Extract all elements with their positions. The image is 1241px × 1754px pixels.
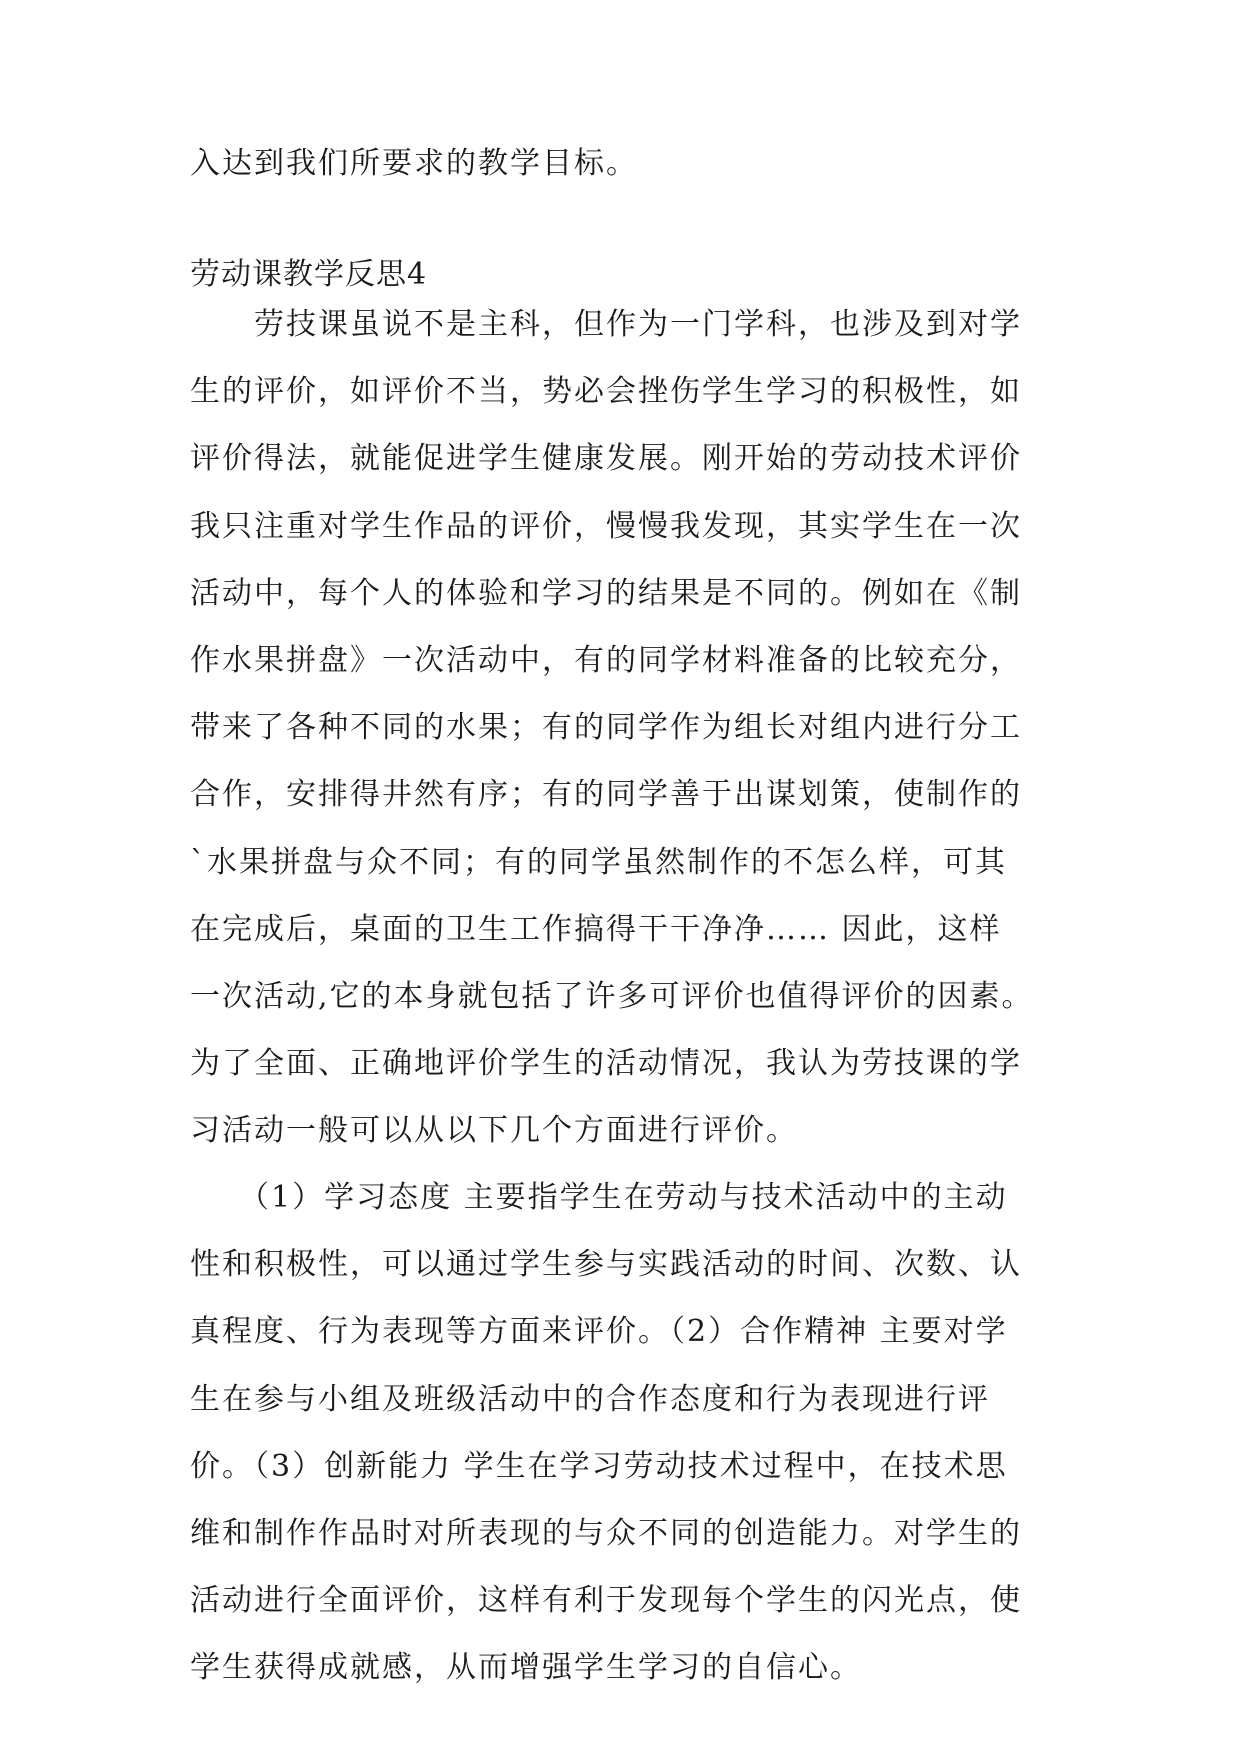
section-title: 劳动课教学反思4 [190,257,428,292]
paragraph-line: 评价得法，就能促进学生健康发展。刚开始的劳动技术评价 [190,441,1022,477]
paragraph-line: 生的评价，如评价不当，势必会挫伤学生学习的积极性，如 [190,374,1022,410]
paragraph-line: （1）学习态度 主要指学生在劳动与技术活动中的主动 [190,1180,1008,1215]
paragraph-line: 维和制作作品时对所表现的与众不同的创造能力。对学生的 [190,1515,1022,1551]
paragraph-1 [190,291,1050,1164]
paragraph-line: 一次活动,它的本身就包括了许多可评价也值得评价的因素。 [190,978,1034,1014]
paragraph-line: 生在参与小组及班级活动中的合作态度和行为表现进行评 [190,1381,990,1417]
paragraph-line: 习活动一般可以从以下几个方面进行评价。 [190,1113,798,1149]
paragraph-line: 我只注重对学生作品的评价，慢慢我发现，其实学生在一次 [190,508,1022,544]
paragraph-line: 学生获得成就感，从而增强学生学习的自信心。 [190,1650,862,1686]
intro-paragraph [190,130,1050,197]
paragraph-line: 带来了各种不同的水果；有的同学作为组长对组内进行分工 [190,710,1022,746]
paragraph-line: 活动进行全面评价，这样有利于发现每个学生的闪光点，使 [190,1583,1022,1619]
paragraph-line: 合作，安排得井然有序；有的同学善于出谋划策，使制作的 [190,777,1022,813]
paragraph-line: 价。（3）创新能力 学生在学习劳动技术过程中，在技术思 [190,1448,1008,1484]
paragraph-line: 劳技课虽说不是主科，但作为一门学科，也涉及到对学 [190,307,1022,342]
paragraph-2 [190,1164,1050,1702]
paragraph-line: 真程度、行为表现等方面来评价。（2）合作精神 主要对学 [190,1314,1008,1350]
intro-line: 入达到我们所要求的教学目标。 [190,146,638,181]
paragraph-line: 为了全面、正确地评价学生的活动情况，我认为劳技课的学 [190,1046,1022,1082]
paragraph-line: 在完成后，桌面的卫生工作搞得干干净净…… 因此，这样 [190,911,1002,947]
paragraph-line: `水果拼盘与众不同；有的同学虽然制作的不怎么样，可其 [190,844,1007,880]
paragraph-line: 作水果拼盘》一次活动中，有的同学材料准备的比较充分， [190,642,1022,678]
paragraph-line: 性和积极性，可以通过学生参与实践活动的时间、次数、认 [190,1247,1022,1283]
paragraph-line: 活动中，每个人的体验和学习的结果是不同的。例如在《制 [190,575,1022,611]
